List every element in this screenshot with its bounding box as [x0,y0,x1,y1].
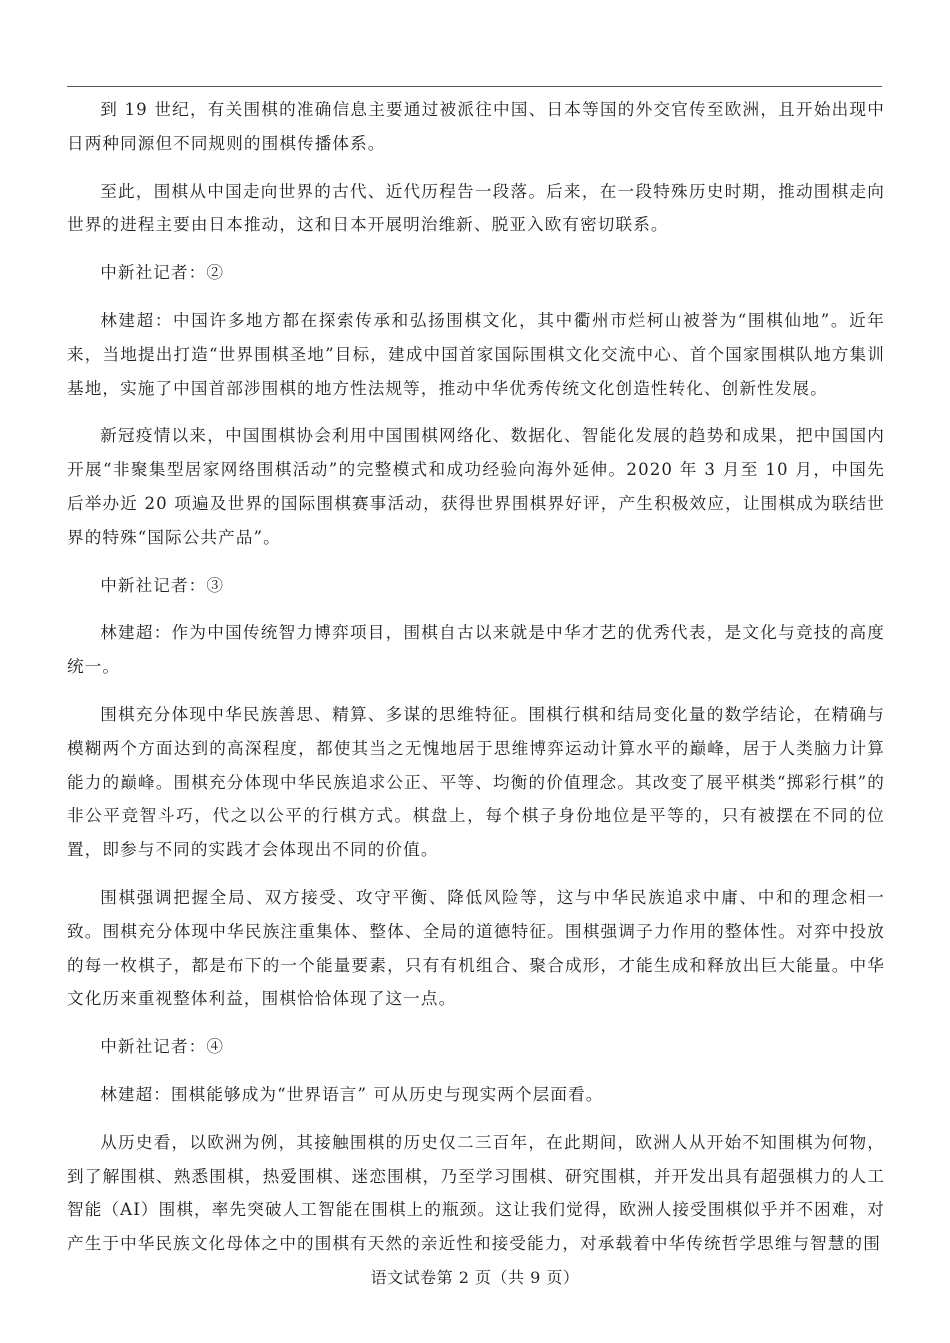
interviewer-question: 中新社记者：② [100,263,225,283]
paragraph: 从历史看，以欧洲为例，其接触围棋的历史仅二三百年，在此期间，欧洲人从开始不知围棋为何物，到了解围棋、熟悉围棋，热爱围棋、迷恋围棋，乃至学习围棋、研究围棋，并开发出具有超强棋力的人工智能（AI）围棋，率先突破人工智能在围棋上的瓶颈。这让我们觉得，欧洲人接受围棋似乎并不困难，对产生于中华民族文化母体之中的围棋有天然的亲近性和接受能力，对承载着中华传统哲学思维与智慧的围 [67,1132,885,1254]
paragraph: 到 19 世纪，有关围棋的准确信息主要通过被派往中国、日本等国的外交官传至欧洲，且开始出现中日两种同源但不同规则的围棋传播体系。 [67,100,885,153]
interviewer-question: 中新社记者：④ [100,1037,225,1057]
paragraph: 林建超：围棋能够成为“世界语言” 可从历史与现实两个层面看。 [100,1084,604,1104]
paragraph: 至此，围棋从中国走向世界的古代、近代历程告一段落。后来，在一段特殊历史时期，推动围棋走向世界的进程主要由日本推动，这和日本开展明治维新、脱亚入欧有密切联系。 [67,181,885,235]
interviewer-question: 中新社记者：③ [100,575,225,595]
header-rule [67,86,882,87]
document-body [67,93,885,1275]
paragraph: 林建超：中国许多地方都在探索传承和弘扬围棋文化，其中衢州市烂柯山被誉为“围棋仙地”。近年来，当地提出打造“世界围棋圣地”目标，建成中国首家国际围棋文化交流中心、首个国家围棋队地方集训基地，实施了中国首部涉围棋的地方性法规等，推动中华优秀传统文化创造性转化、创新性发展。 [67,310,885,398]
paragraph: 围棋强调把握全局、双方接受、攻守平衡、降低风险等，这与中华民族追求中庸、中和的理念相一致。围棋充分体现中华民族注重集体、整体、全局的道德特征。围棋强调子力作用的整体性。对弈中投放的每一枚棋子，都是布下的一个能量要素，只有有机组合、聚合成形，才能生成和释放出巨大能量。中华文化历来重视整体利益，围棋恰恰体现了这一点。 [67,887,885,1009]
paragraph: 新冠疫情以来，中国围棋协会利用中国围棋网络化、数据化、智能化发展的趋势和成果，把中国国内开展“非聚集型居家网络围棋活动”的完整模式和成功经验向海外延伸。2020 年 3 月至 10 月，中国先后举办近 20 项遍及世界的国际围棋赛事活动，获得世界围棋界好评，产生积极效应，让围棋成为联结世界的特殊“国际公共产品”。 [67,426,885,547]
paragraph: 围棋充分体现中华民族善思、精算、多谋的思维特征。围棋行棋和结局变化量的数学结论，在精确与模糊两个方面达到的高深程度，都使其当之无愧地居于思维博弈运动计算水平的巅峰，居于人类脑力计算能力的巅峰。围棋充分体现中华民族追求公正、平等、均衡的价值理念。其改变了展平棋类“掷彩行棋”的非公平竞智斗巧，代之以公平的行棋方式。棋盘上，每个棋子身份地位是平等的，只有被摆在不同的位置，即参与不同的实践才会体现出不同的价值。 [67,704,885,860]
page-footer: 语文试卷第 2 页（共 9 页） [370,1268,580,1287]
paragraph: 林建超：作为中国传统智力博弈项目，围棋自古以来就是中华才艺的优秀代表，是文化与竞技的高度统一。 [67,623,885,677]
